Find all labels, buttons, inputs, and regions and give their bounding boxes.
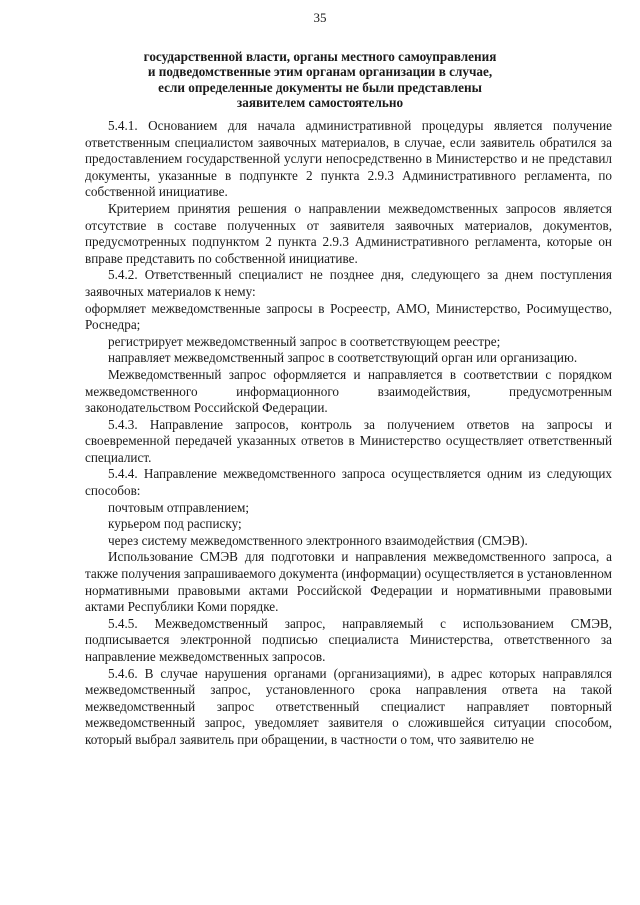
paragraph-smev-usage: Использование СМЭВ для подготовки и направления межведомственного запроса, а также получения запрашиваемого документа (информации) осуществляется в установленном нормативными правовыми актами Российской Федерации и нормативными правовыми актами Республики Коми порядке. (85, 549, 612, 615)
page-number: 35 (313, 10, 327, 25)
document-body (85, 118, 612, 749)
heading-line: заявителем самостоятельно (236, 95, 404, 111)
list-item: направляет межведомственный запрос в соответствующий орган или организацию. (108, 350, 578, 366)
heading-line: если определенные документы не были представлены (158, 79, 482, 95)
paragraph-5-4-4: 5.4.4. Направление межведомственного запроса осуществляется одним из следующих способов: (85, 466, 612, 499)
paragraph-request-procedure: Межведомственный запрос оформляется и направляется в соответствии с порядком межведомственного информационного взаимодействия, предусмотренным законодательством Российской Федерации. (85, 366, 612, 416)
paragraph-criterion: Критерием принятия решения о направлении межведомственных запросов является отсутствие в составе полученных от заявителя заявочных материалов, документов, предусмотренных подпунктом 2 пункта 2.9.3 Административного регламента, которые он вправе представить по собственной инициативе. (85, 200, 612, 266)
list-item: через систему межведомственного электронного взаимодействия (СМЭВ). (108, 532, 528, 548)
list-item: оформляет межведомственные запросы в Росреестр, АМО, Министерство, Росимущество, Роснедра; (85, 300, 612, 333)
heading-line: государственной власти, органы местного самоуправления (143, 49, 497, 64)
paragraph-5-4-5: 5.4.5. Межведомственный запрос, направляемый с использованием СМЭВ, подписывается электронной подписью специалиста Министерства, ответственного за направление межведомственных запросов. (85, 615, 612, 664)
list-item: курьером под расписку; (108, 516, 242, 532)
paragraph-5-4-2: 5.4.2. Ответственный специалист не позднее дня, следующего за днем поступления заявочных материалов к нему: (85, 267, 612, 299)
section-heading (80, 49, 560, 111)
list-item: регистрирует межведомственный запрос в соответствующем реестре; (108, 333, 501, 349)
paragraph-5-4-1: 5.4.1. Основанием для начала административной процедуры является получение ответственным специалистом заявочных материалов, в случае, если заявитель обратился за предоставлением государственной услуги непосредственно в Министерство и не представил документы, указанные в подпункте 2 пункта 2.9.3 Административного регламента, по собственной инициативе. (85, 118, 612, 200)
paragraph-5-4-3: 5.4.3. Направление запросов, контроль за получением ответов на запросы и своевременной передачей указанных ответов в Министерство осуществляет ответственный специалист. (85, 416, 612, 465)
paragraph-5-4-6: 5.4.6. В случае нарушения органами (организациями), в адрес которых направлялся межведомственный запрос, установленного срока направления ответа на такой межведомственный запрос ответственный специалист направляет повторный межведомственный запрос, уведомляет заявителя о сложившейся ситуации способом, который выбрал заявитель при обращении, в частности о том, что заявителю не (85, 665, 612, 747)
list-item: почтовым отправлением; (108, 499, 250, 515)
heading-line: и подведомственные этим органам организации в случае, (147, 64, 493, 80)
